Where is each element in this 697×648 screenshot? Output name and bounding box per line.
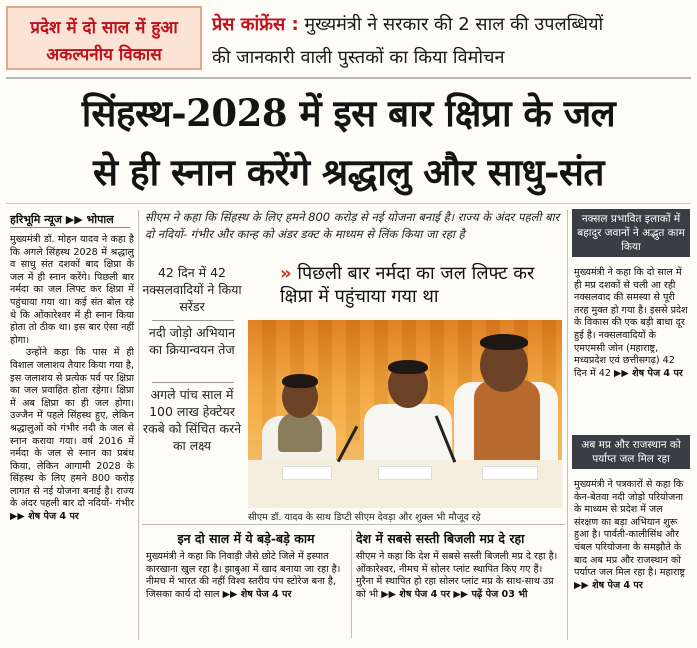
story-deck: सीएम ने कहा कि सिंहस्थ के लिए हमने 800 करोड़ से नई योजना बनाई है। राज्य के अंदर पहली बार दो नदियों- गंभीर और कान्ह को अंडर डक्ट के माध्यम से लिंक किया जा रहा है [145, 210, 560, 241]
nameplate [482, 466, 538, 480]
press-line-1 [212, 12, 603, 36]
pull-quote [280, 262, 562, 308]
divider [6, 203, 691, 204]
continued-ref-text: शेष पेज 4 पर [28, 511, 79, 523]
divider [152, 320, 234, 321]
sidebar-story [574, 479, 689, 592]
left-column-story [10, 234, 134, 524]
paragraph [10, 347, 134, 523]
column-rule [351, 530, 352, 638]
continued-ref: ▶▶ शेष पेज 4 पर [574, 579, 643, 591]
nameplate [282, 466, 332, 480]
highlight-line-2: अकल्पनीय विकास [46, 45, 162, 65]
sidebar-heading: नक्सल प्रभावित इलाकों में बहादुर जवानों ने अद्भुत काम किया [572, 209, 690, 257]
main-headline-line-2: से ही स्नान करेंगे श्रद्धालु और साधु-संत [93, 150, 604, 194]
highlight-box [6, 6, 202, 70]
person-vest [278, 412, 322, 452]
story-body [356, 551, 562, 601]
divider [6, 77, 691, 79]
photo-caption: सीएम डॉ. यादव के साथ डिप्टी सीएम देवड़ा और शुक्ल भी मौजूद रहे [248, 512, 481, 523]
main-headline-line-1: सिंहस्थ-2028 में इस बार क्षिप्रा के जल [81, 91, 616, 135]
pull-quote-text: पिछली बार नर्मदा का जल लिफ्ट कर क्षिप्रा में पहुंचाया गया था [280, 263, 535, 307]
press-line-1-text: मुख्यमंत्री ने सरकार की 2 साल की उपलब्धियों [304, 14, 604, 35]
person-hair [388, 360, 428, 374]
person-hair [282, 374, 318, 388]
story-headline: इन दो साल में ये बड़े-बड़े काम [177, 531, 315, 546]
side-highlight: 42 दिन में 42 नक्सलवादियों ने किया सरेंडर [142, 265, 242, 314]
press-line-2: की जानकारी वाली पुस्तकों का किया विमोचन [212, 47, 505, 68]
side-highlight: अगले पांच साल में 100 लाख हेक्टेयर रकबे को सिंचित करने का लक्ष्य [142, 387, 242, 453]
press-kicker: प्रेस कांफ्रेंस : [212, 14, 299, 35]
story-headline: देश में सबसे सस्ती बिजली मप्र दे रहा [356, 531, 525, 546]
story-body-text: मुख्यमंत्री ने कहा कि निवाड़ी जैसे छोटे जिले में इस्पात कारखाना खुल रहा है। झाबुआ में खाद बनाया जा रहा है। नीमच में भारत की नहीं विश्व स्तरीय पंप स्टोरेज बना है, जिसका कार्य दो साल [146, 551, 341, 600]
highlight-line-1: प्रदेश में दो साल में हुआ [30, 18, 178, 38]
sidebar-story [574, 267, 689, 380]
person-hair [480, 334, 528, 350]
press-conference-header [212, 4, 694, 72]
story-body [146, 551, 346, 601]
story-body-text: सीएम ने कहा कि देश में सबसे सस्ती बिजली मप्र दे रहा है। ओंकारेश्वर, नीमच में सोलर प्लांट स्थापित किए गए हैं। मुरैना में स्थापित हो रहा सोलर प्लांट मप्र के साथ-साथ उप्र को भी [356, 551, 558, 600]
bottom-story-2 [356, 530, 562, 601]
nameplate [378, 466, 432, 480]
continued-ref: ▶▶ शेष पेज 4 पर ▶▶ पढ़ें पेज 03 भी [381, 588, 528, 600]
bottom-story-1 [146, 530, 346, 601]
sidebar-story-text: मुख्यमंत्री ने कहा कि दो साल में ही मप्र दशकों से चली आ रही नक्सलवाद की समस्या से पूरी तरह मुक्त हो गया है। इससे प्रदेश के विकास की एक बड़ी बाधा दूर हुई है। नक्सलवादियों के एमएमसी जोन (महाराष्ट्र, मध्यप्रदेश एवं छत्तीसगढ़) 42 दिन में 42 [574, 267, 688, 379]
paragraph-text: उन्होंने कहा कि पास में ही विशाल जलाशय तैयार किया गया है, इस जलाशय से प्रत्येक पर्व पर क्षिप्रा का जल प्रवाहित होता रहेगा। क्षिप्रा में अब क्षिप्रा का ही जल होगा। उज्जैन में पहले सिंहस्थ हुए, लेकिन श्रद्धालुओं को गंभीर नदी के जल से स्नान कराया गया। वर्ष 2016 में नर्मदा के जल से स्नान का प्रबंध किया, लेकिन आगामी 2028 के सिंहस्थ के लिए हमने 800 करोड़ लागत से नई योजना बनाई है। राज्य के अंदर पहली बार दो नदियों- गंभीर [10, 347, 134, 510]
press-conference-photo [248, 320, 562, 508]
dateline: हरिभूमि न्यूज ▶▶ भोपाल [10, 213, 114, 226]
column-rule [567, 210, 568, 640]
sidebar-heading: अब मप्र और राजस्थान को पर्याप्त जल मिल रहा [572, 435, 690, 469]
column-rule [138, 210, 139, 640]
top-band [0, 0, 697, 76]
divider [142, 524, 565, 525]
continued-ref: ▶▶ शेष पेज 4 पर [10, 511, 79, 523]
continued-ref: ▶▶ शेष पेज 4 पर [222, 588, 292, 600]
divider [10, 227, 130, 228]
sidebar-story-text: मुख्यमंत्री ने पत्रकारों से कहा कि केन-बेतवा नदी जोड़ो परियोजना के माध्यम से प्रदेश में जल संरक्षण का बड़ा अभियान शुरू हुआ है। पार्वती-कालीसिंध और चंबल परियोजना के समझौते के बाद अब मप्र और राजस्थान को पर्याप्त जल मिल रहा है। महाराष्ट्र [574, 479, 686, 579]
side-highlight: नदी जोड़ो अभियान का क्रियान्वयन तेज [148, 325, 236, 357]
person-vest [474, 380, 540, 466]
quote-arrow-icon: » [280, 263, 292, 284]
divider [152, 382, 234, 383]
paragraph: मुख्यमंत्री डॉ. मोहन यादव ने कहा है कि अगले सिंहस्थ 2028 में श्रद्धालु व साधु संत दशकों बाद क्षिप्रा के जल में ही स्नान करेंगे। पिछली बार नर्मदा का जल लिफ्ट कर क्षिप्रा में पहुंचाया गया था। कई संत बोल रहे थे कि ओंकारेश्वर में ही स्नान किया होता तो ठीक था। इस बार ऐसा नहीं होगा। [10, 234, 134, 346]
continued-ref: ▶▶ शेष पेज 4 पर [614, 367, 683, 379]
